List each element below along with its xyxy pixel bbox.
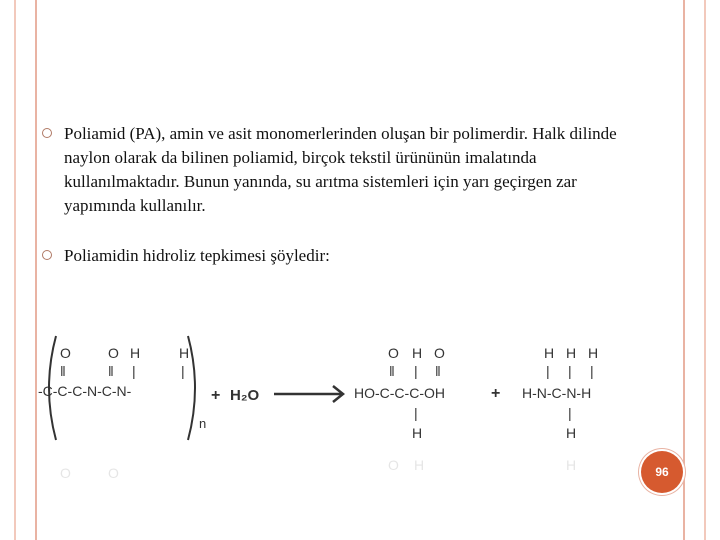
svg-text:H: H: [566, 457, 577, 473]
repeat-unit-structure: [38, 345, 206, 431]
subscript-n: n: [199, 416, 207, 431]
bullet-item: [42, 244, 662, 268]
svg-text:H: H: [544, 345, 555, 361]
svg-text:H: H: [566, 425, 577, 441]
svg-text:H: H: [414, 457, 425, 473]
svg-text:|: |: [590, 363, 594, 379]
hydrolysis-reaction-image: [36, 328, 636, 498]
svg-text:H: H: [566, 345, 577, 361]
page-number-badge: 96: [641, 451, 683, 493]
svg-text:‖: ‖: [389, 363, 395, 379]
svg-text:O: O: [108, 345, 119, 361]
svg-text:O: O: [434, 345, 445, 361]
bullet-circle-icon: [42, 250, 52, 260]
svg-text:O: O: [60, 465, 71, 481]
reflection-decoration: [60, 457, 576, 481]
product-amine-formula: H-N-C-N-H: [522, 385, 592, 401]
reaction-diagram: [36, 328, 636, 498]
right-border-decoration: [683, 0, 720, 540]
svg-text:‖: ‖: [108, 363, 114, 379]
water-formula: H₂O: [230, 387, 260, 404]
svg-text:H: H: [588, 345, 599, 361]
svg-text:O: O: [388, 345, 399, 361]
svg-text:H: H: [412, 345, 423, 361]
svg-text:|: |: [414, 363, 418, 379]
svg-text:O: O: [108, 465, 119, 481]
product-amine-structure: [522, 345, 598, 441]
svg-text:|: |: [568, 363, 572, 379]
svg-text:|: |: [546, 363, 550, 379]
svg-text:|: |: [568, 405, 572, 421]
svg-text:O: O: [60, 345, 71, 361]
plus-sign: +: [211, 387, 221, 404]
bullet-text: Poliamid (PA), amin ve asit monomerlerinden oluşan bir polimerdir. Halk dilinde naylon olarak da bilinen poliamid, birçok tekstil ürününün imalatında kullanılmaktadır. Bunun yanında, su arıtma sistemleri için yarı geçirgen zar yapımında kullanılır.: [64, 124, 617, 215]
product-acid-formula: HO-C-C-C-OH: [354, 385, 445, 401]
svg-text:H: H: [412, 425, 423, 441]
svg-text:‖: ‖: [60, 363, 66, 379]
svg-text:‖: ‖: [435, 363, 441, 379]
svg-text:H: H: [179, 345, 190, 361]
slide-content: [42, 122, 662, 294]
svg-text:O: O: [388, 457, 399, 473]
bullet-item: [42, 122, 662, 218]
svg-text:|: |: [414, 405, 418, 421]
bullet-text: Poliamidin hidroliz tepkimesi şöyledir:: [64, 246, 330, 265]
svg-text:|: |: [132, 363, 136, 379]
reaction-arrow: [274, 386, 343, 402]
product-acid-structure: [354, 345, 445, 441]
plus-sign: +: [491, 385, 501, 402]
left-border-decoration: [0, 0, 37, 540]
repeat-unit-formula: -C-C-C-N-C-N-: [38, 383, 132, 399]
bullet-circle-icon: [42, 128, 52, 138]
svg-text:|: |: [181, 363, 185, 379]
svg-text:H: H: [130, 345, 141, 361]
